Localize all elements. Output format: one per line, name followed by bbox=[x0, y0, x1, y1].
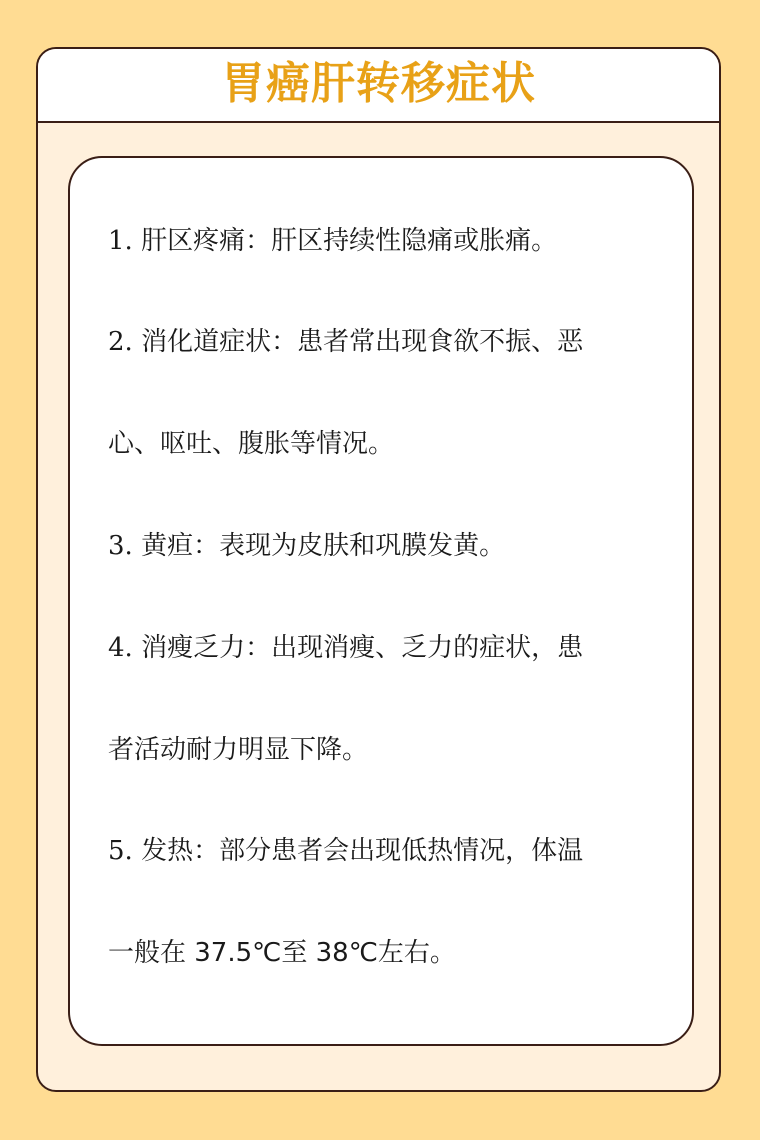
item-number: 1. bbox=[108, 226, 133, 256]
content-panel bbox=[68, 156, 694, 1046]
symptom-item-5 bbox=[108, 833, 583, 869]
symptom-item-1 bbox=[108, 223, 557, 259]
item-text: 者活动耐力明显下降。 bbox=[108, 735, 369, 765]
item-number: 4. bbox=[108, 633, 133, 663]
item-text: 黄疸：表现为皮肤和巩膜发黄。 bbox=[141, 531, 506, 561]
card-header bbox=[38, 49, 719, 123]
symptom-item-3 bbox=[108, 528, 505, 564]
item-text: 心、呕吐、腹胀等情况。 bbox=[108, 429, 395, 459]
symptom-item-5-continued bbox=[108, 935, 456, 971]
item-text: 一般在 37.5℃至 38℃左右。 bbox=[108, 938, 456, 968]
item-text: 发热：部分患者会出现低热情况，体温 bbox=[141, 836, 584, 866]
symptom-item-4-continued bbox=[108, 732, 368, 768]
item-text: 肝区疼痛：肝区持续性隐痛或胀痛。 bbox=[141, 226, 558, 256]
symptom-item-4 bbox=[108, 630, 583, 666]
item-text: 消瘦乏力：出现消瘦、乏力的症状，患 bbox=[141, 633, 584, 663]
item-number: 2. bbox=[108, 327, 133, 357]
symptom-item-2 bbox=[108, 324, 583, 360]
item-text: 消化道症状：患者常出现食欲不振、恶 bbox=[141, 327, 584, 357]
item-number: 5. bbox=[108, 836, 133, 866]
item-number: 3. bbox=[108, 531, 133, 561]
page-title: 胃癌肝转移症状 bbox=[221, 58, 536, 109]
symptom-item-2-continued bbox=[108, 426, 394, 462]
